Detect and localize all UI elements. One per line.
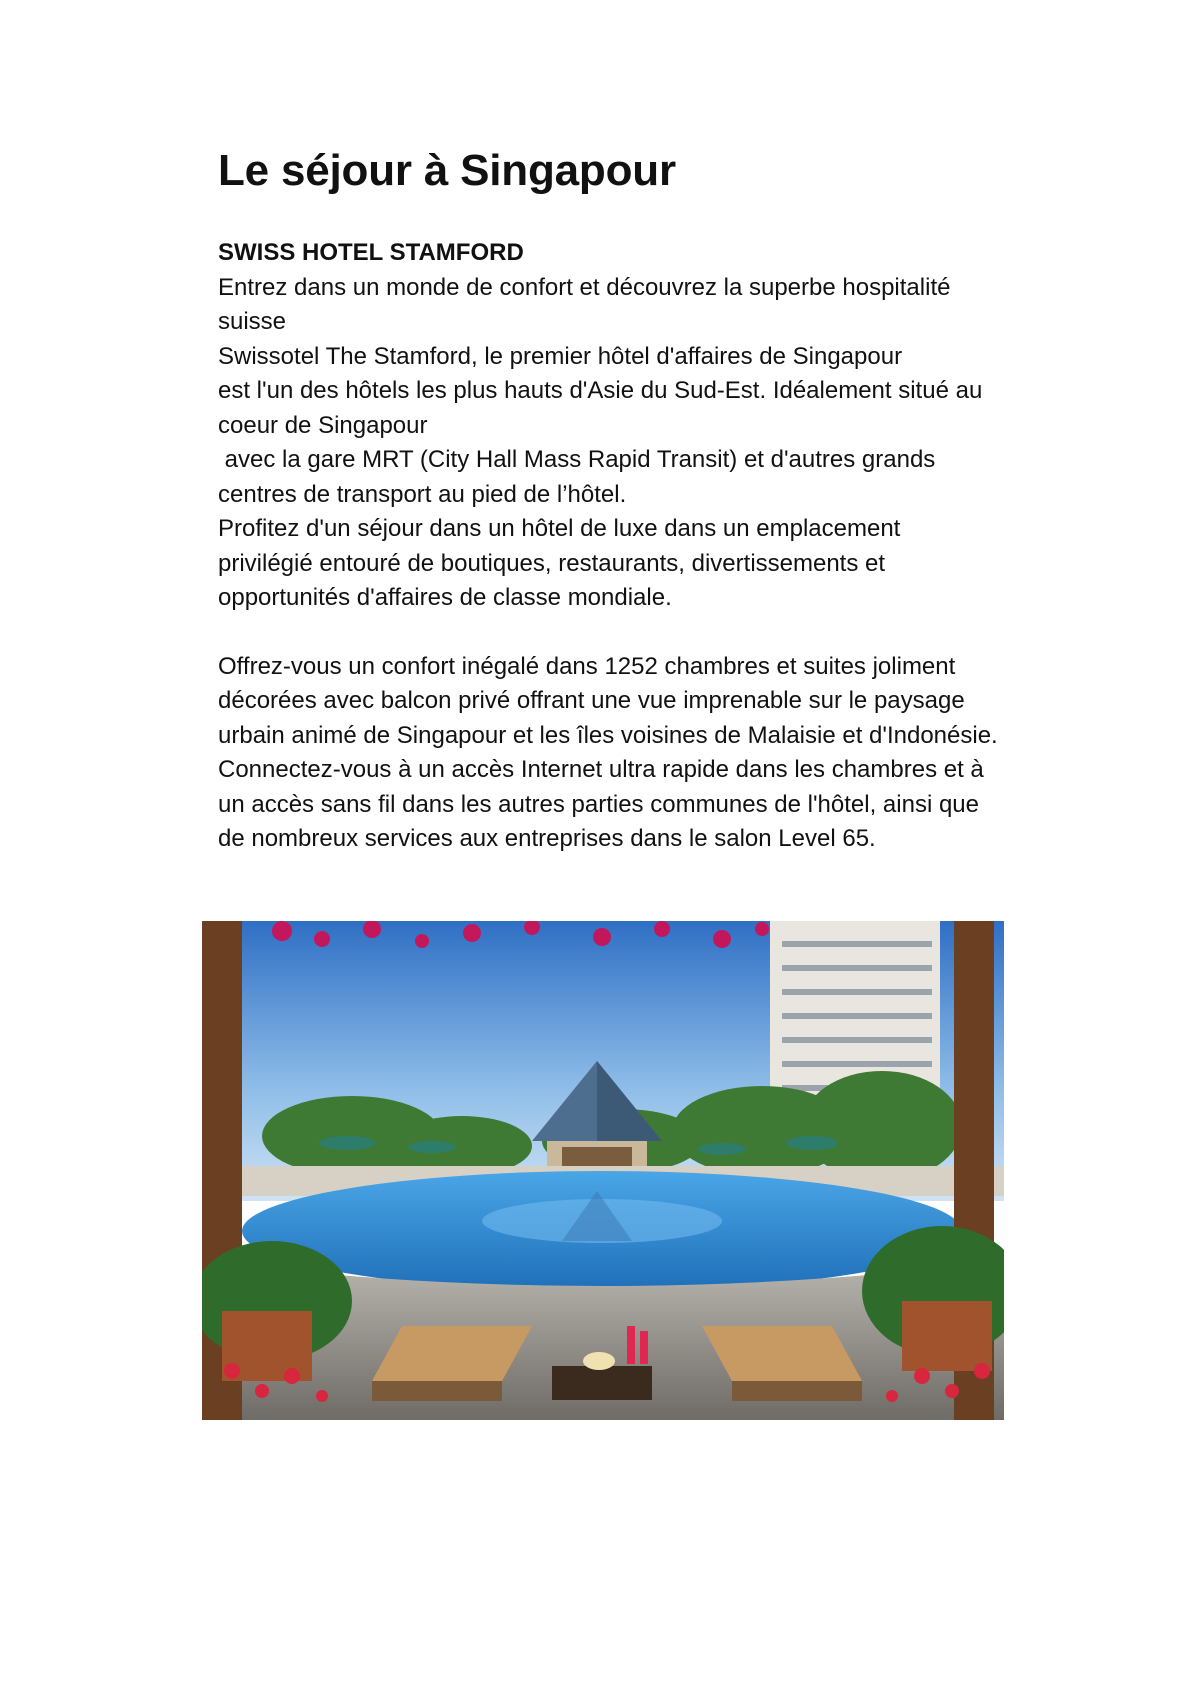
text-line: est l'un des hôtels les plus hauts d'Asie du Sud-Est. Idéalement situé au [218, 377, 983, 404]
text-line: Entrez dans un monde de confort et découvrez la superbe hospitalité [218, 273, 951, 301]
document-body [218, 236, 1078, 857]
text-line: de nombreux services aux entreprises dans le salon Level 65. [218, 825, 876, 852]
text-line: Connectez-vous à un accès Internet ultra rapide dans les chambres et à [218, 756, 984, 783]
paragraph-rooms [218, 650, 1078, 857]
text-line: urbain animé de Singapour et les îles voisines de Malaisie et d'Indonésie. [218, 721, 998, 749]
paragraph-intro [218, 271, 1078, 616]
text-line: Profitez d'un séjour dans un hôtel de luxe dans un emplacement [218, 515, 901, 542]
pool-scene-illustration [202, 921, 1004, 1420]
text-line: décorées avec balcon privé offrant une vue imprenable sur le paysage [218, 687, 965, 714]
text-line: privilégié entouré de boutiques, restaurants, divertissements et [218, 549, 886, 577]
text-line: coeur de Singapour [218, 411, 428, 439]
text-line: Swissotel The Stamford, le premier hôtel d'affaires de Singapour [218, 342, 903, 370]
text-line: opportunités d'affaires de classe mondiale. [218, 584, 672, 611]
text-line: suisse [218, 308, 287, 335]
paragraph-spacer [218, 616, 1078, 650]
text-line: centres de transport au pied de l’hôtel. [218, 480, 627, 508]
text-line: Offrez-vous un confort inégalé dans 1252 chambres et suites joliment [218, 652, 956, 680]
hotel-name-heading: SWISS HOTEL STAMFORD [218, 239, 524, 266]
hotel-pool-photo [202, 921, 1004, 1420]
page-title: Le séjour à Singapour [218, 146, 676, 195]
text-line: un accès sans fil dans les autres parties communes de l'hôtel, ainsi que [218, 790, 979, 818]
text-line: avec la gare MRT (City Hall Mass Rapid Transit) et d'autres grands [218, 446, 936, 473]
